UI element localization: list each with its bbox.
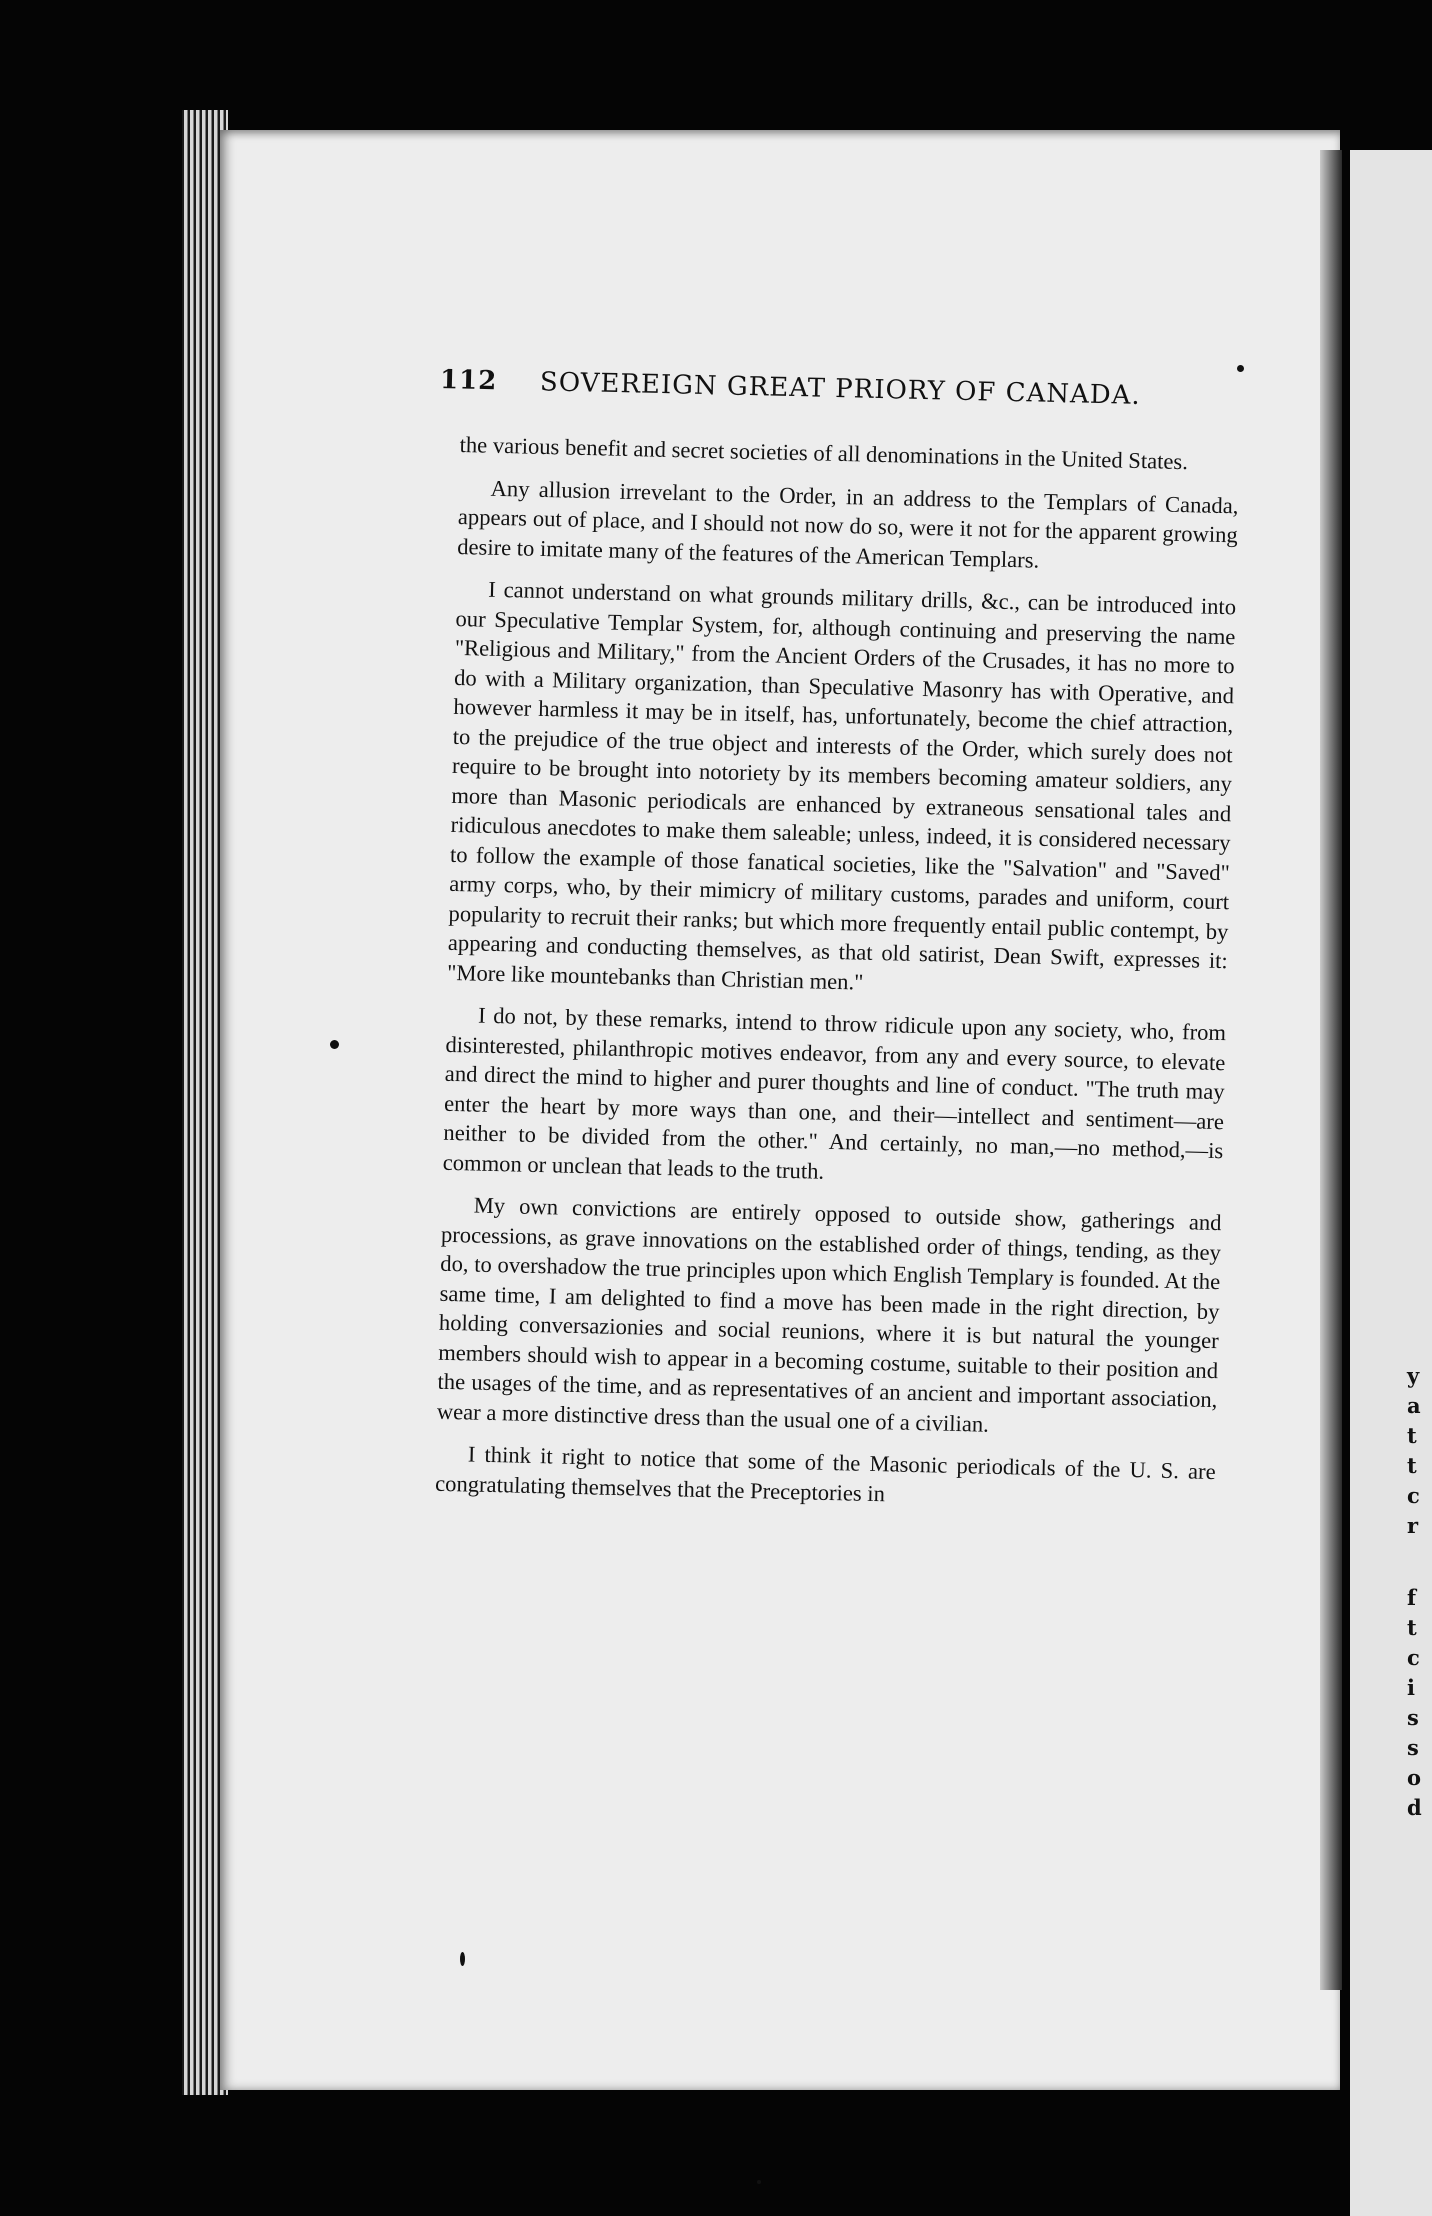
ink-speck xyxy=(460,1952,465,1966)
paragraph: I think it right to notice that some of the Masonic periodicals of the U. S. are congratulating themselves that the Preceptories in xyxy=(434,1441,1216,1506)
ink-speck xyxy=(330,1040,339,1049)
facing-fragment: c xyxy=(1407,1483,1420,1508)
ink-speck xyxy=(757,2180,761,2184)
paragraph: Any allusion irrevelant to the Order, in an address to the Templars of Canada, appears out of place, and I should not now do so, were it not for the apparent growing desire to imitate many of the features of the American Templars. xyxy=(456,475,1239,573)
running-head-title: SOVEREIGN GREAT PRIORY OF CANADA. xyxy=(539,367,1142,411)
paragraph: the various benefit and secret societies of all denominations in the United States. xyxy=(459,431,1189,475)
facing-fragment: t xyxy=(1407,1453,1417,1478)
facing-fragment: f xyxy=(1407,1585,1417,1610)
paragraph: I cannot understand on what grounds military drills, &c., can be introduced into our Speculative Templar System, for, although continuing and preserving the name "Religious and Military," from the Ancient Orders of the Crusades, it has no more to do with a Military organization, than Speculative Masonry has with Operative, and however harmless it may be in itself, has, unfortunately, become the chief attraction, to the prejudice of the true object and interests of the Order, which surely does not require to be brought into notoriety by its members becoming amateur soldiers, any more than Masonic periodicals are enhanced by extraneous sensational tales and ridiculous anecdotes to make them saleable; unless, indeed, it is considered necessary to follow the example of those fanatical societies, like the "Salvation" and "Saved" army corps, who, by their mimicry of military customs, parades and uniform, court popularity to recruit their ranks; but which more frequently entail public contempt, by appearing and conducting themselves, as that old satirist, Dean Swift, expresses it: "More like mountebanks than Christian men." xyxy=(446,576,1237,995)
facing-fragment: i xyxy=(1407,1675,1415,1700)
facing-fragment: a xyxy=(1407,1393,1421,1418)
body-text xyxy=(435,430,1240,1529)
paragraph: My own convictions are entirely opposed to outside show, gatherings and processions, as grave innovations on the established order of things, tending, as they do, to overshadow the true principles upon which English Templary is founded. At the same time, I am delighted to find a move has been made in the right direction, by holding conversazionies and social reunions, where it is but natural the younger members should wish to appear in a becoming costume, suitable to their position and the usages of the time, and as representatives of an ancient and important association, wear a more distinctive dress than the usual one of a civilian. xyxy=(436,1192,1222,1437)
facing-fragment: y xyxy=(1407,1363,1420,1388)
ink-speck xyxy=(1237,365,1244,372)
facing-page xyxy=(1350,150,1432,2216)
binding-shadow xyxy=(1320,150,1342,1990)
facing-fragment: c xyxy=(1407,1645,1420,1670)
paragraph: I do not, by these remarks, intend to throw ridicule upon any society, who, from disinterested, philanthropic motives endeavor, from any and every source, to elevate and direct the mind to higher and purer thoughts and line of conduct. "The truth may enter the heart by more ways than one, and their—intellect and sentiment—are neither to be divided from the other." And certainly, no man,—no method,—is common or unclean that leads to the truth. xyxy=(442,1002,1227,1184)
facing-fragment: o xyxy=(1407,1765,1422,1790)
facing-fragment: r xyxy=(1407,1513,1419,1538)
facing-fragment: s xyxy=(1407,1735,1419,1760)
facing-fragment: t xyxy=(1407,1615,1417,1640)
facing-fragment: d xyxy=(1407,1795,1422,1820)
facing-fragment: s xyxy=(1407,1705,1419,1730)
facing-fragment: t xyxy=(1407,1423,1417,1448)
page-number: 112 xyxy=(439,365,498,397)
